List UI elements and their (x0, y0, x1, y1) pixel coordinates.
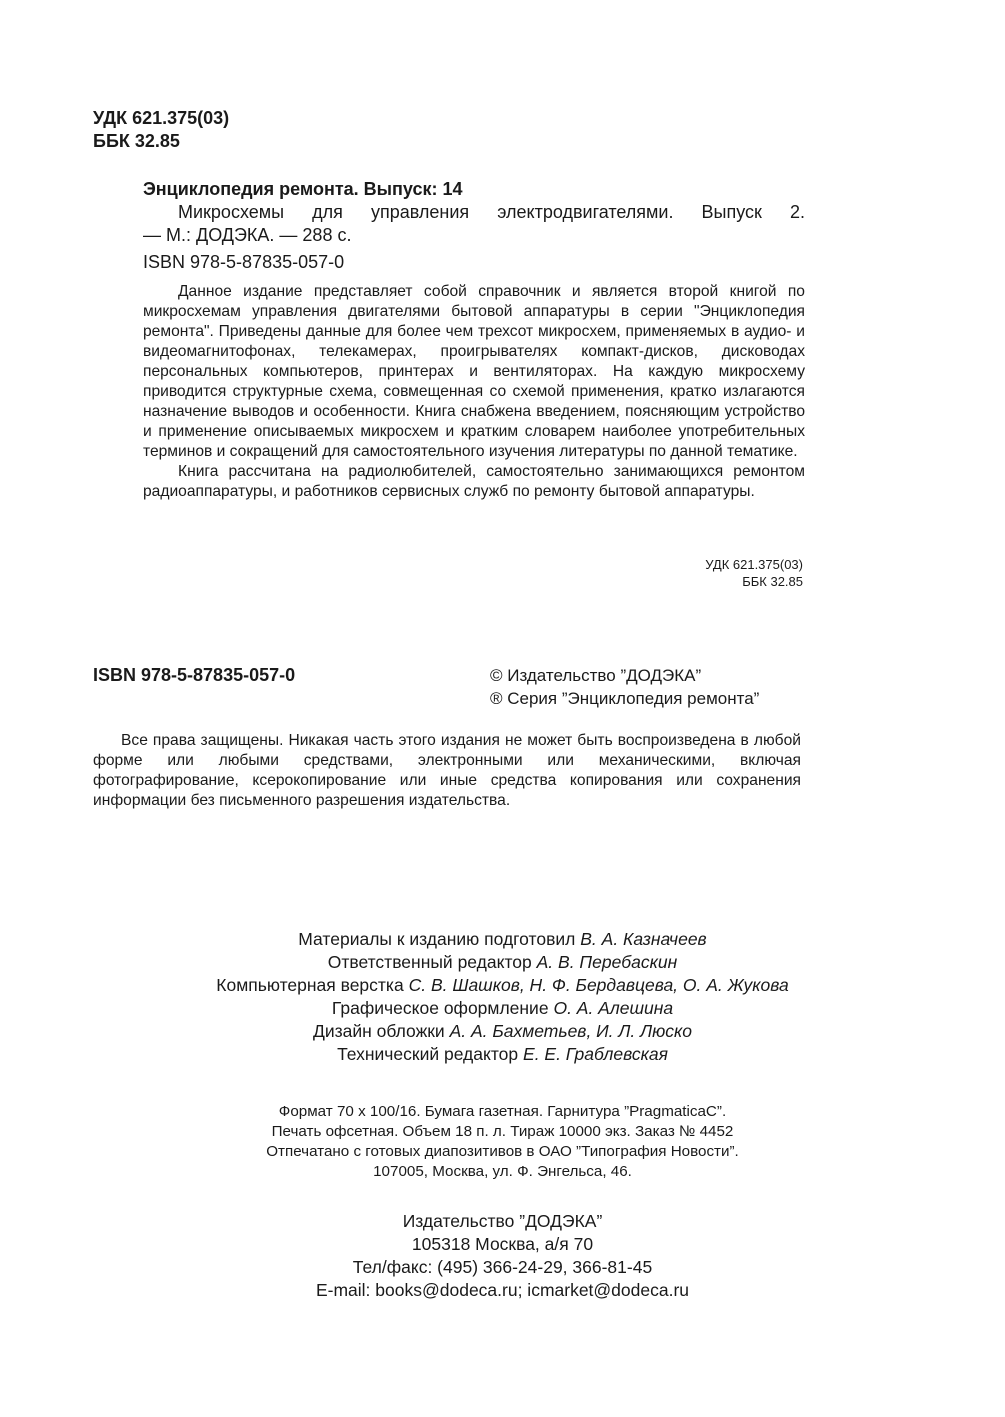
credit-names: А. В. Перебаскин (536, 952, 678, 972)
credit-row (0, 974, 1005, 997)
series-title: Энциклопедия ремонта. Выпуск: 14 (143, 179, 463, 199)
udk-bbk-header (93, 107, 229, 153)
copyright-series: ® Серия ”Энциклопедия ремонта” (490, 689, 760, 708)
udk-bbk-right (605, 556, 803, 590)
credit-names: В. А. Казначеев (580, 929, 707, 949)
credit-role: Технический редактор (337, 1044, 519, 1064)
isbn-bottom: ISBN 978-5-87835-057-0 (93, 665, 296, 685)
rights-text: Все права защищены. Никакая часть этого издания не может быть воспроизведена в любой форме или любыми средствами, электронными или механическими, включая фотографирование, ксерокопирование или иные средства копирования или сохранения информации без письменного разрешения издательства. (93, 732, 801, 809)
abstract-paragraph-2: Книга рассчитана на радиолюбителей, самостоятельно занимающихся ремонтом радиоаппаратуры, и работников сервисных служб по ремонту бытовой аппаратуры. (143, 463, 805, 500)
credit-row (0, 1020, 1005, 1043)
copyright-block (490, 664, 759, 710)
credit-role: Дизайн обложки (312, 1021, 445, 1041)
credit-role: Ответственный редактор (327, 952, 532, 972)
imprint-line: Отпечатано с готовых диапозитивов в ОАО ”Типография Новости”. (266, 1143, 739, 1160)
publisher-address: 105318 Москва, а/я 70 (411, 1234, 594, 1254)
bbk-code: ББК 32.85 (93, 131, 180, 151)
publisher-contacts (0, 1210, 1005, 1302)
imprint-line: Формат 70 х 100/16. Бумага газетная. Гарнитура ”PragmaticaC”. (278, 1103, 727, 1120)
abstract (143, 282, 805, 502)
imprint-line: Печать офсетная. Объем 18 п. л. Тираж 10000 экз. Заказ № 4452 (271, 1123, 734, 1140)
isbn-line: ISBN 978-5-87835-057-0 (143, 252, 345, 272)
credit-role: Графическое оформление (331, 998, 549, 1018)
imprint-block (0, 1102, 1005, 1182)
credit-names: А. А. Бахметьев, И. Л. Люско (449, 1021, 693, 1041)
publisher-email: E-mail: books@dodeca.ru; icmarket@dodeca.ru (315, 1280, 690, 1300)
title-block (143, 178, 805, 274)
rights-notice (93, 731, 801, 811)
credit-row (0, 928, 1005, 951)
credit-role: Компьютерная верстка (216, 975, 404, 995)
credit-row (0, 997, 1005, 1020)
book-subtitle: Микросхемы для управления электродвигателями. Выпуск 2. (178, 202, 805, 222)
publisher-name: Издательство ”ДОДЭКА” (402, 1211, 603, 1231)
credit-names: С. В. Шашков, Н. Ф. Бердавцева, О. А. Жукова (408, 975, 789, 995)
publisher-phone: Тел/факс: (495) 366-24-29, 366-81-45 (352, 1257, 653, 1277)
copyright-publisher: © Издательство ”ДОДЭКА” (490, 666, 702, 685)
publication-info: — М.: ДОДЭКА. — 288 с. (143, 225, 352, 245)
imprint-line: 107005, Москва, ул. Ф. Энгельса, 46. (373, 1163, 632, 1180)
udk-code: УДК 621.375(03) (93, 108, 230, 128)
abstract-paragraph-1: Данное издание представляет собой справочник и является второй книгой по микросхемам управления двигателями бытовой аппаратуры в серии "Энциклопедия ремонта". Приведены данные для более чем трехсот микросхем, применяемых в аудио- и видеомагнитофонах, телекамерах, проигрывателях компакт-дисков, дисководах персональных компьютеров, принтерах и вентиляторах. На каждую микросхему приводится структурные схема, совмещенная со схемой применения, кратко излагаются назначение выводов и особенности. Книга снабжена введением, поясняющим устройство и применение описываемых микросхем и кратким словарем наиболее употребительных терминов и сокращений для самостоятельного изучения литературы по данной тематике. (143, 283, 805, 460)
credit-row (0, 1043, 1005, 1066)
credit-row (0, 951, 1005, 974)
bbk-code-small: ББК 32.85 (742, 574, 803, 589)
credits-block (0, 928, 1005, 1066)
credit-names: Е. Е. Граблевская (523, 1044, 668, 1064)
credit-names: О. А. Алешина (553, 998, 674, 1018)
credit-role: Материалы к изданию подготовил (298, 929, 576, 949)
udk-code-small: УДК 621.375(03) (705, 557, 803, 572)
